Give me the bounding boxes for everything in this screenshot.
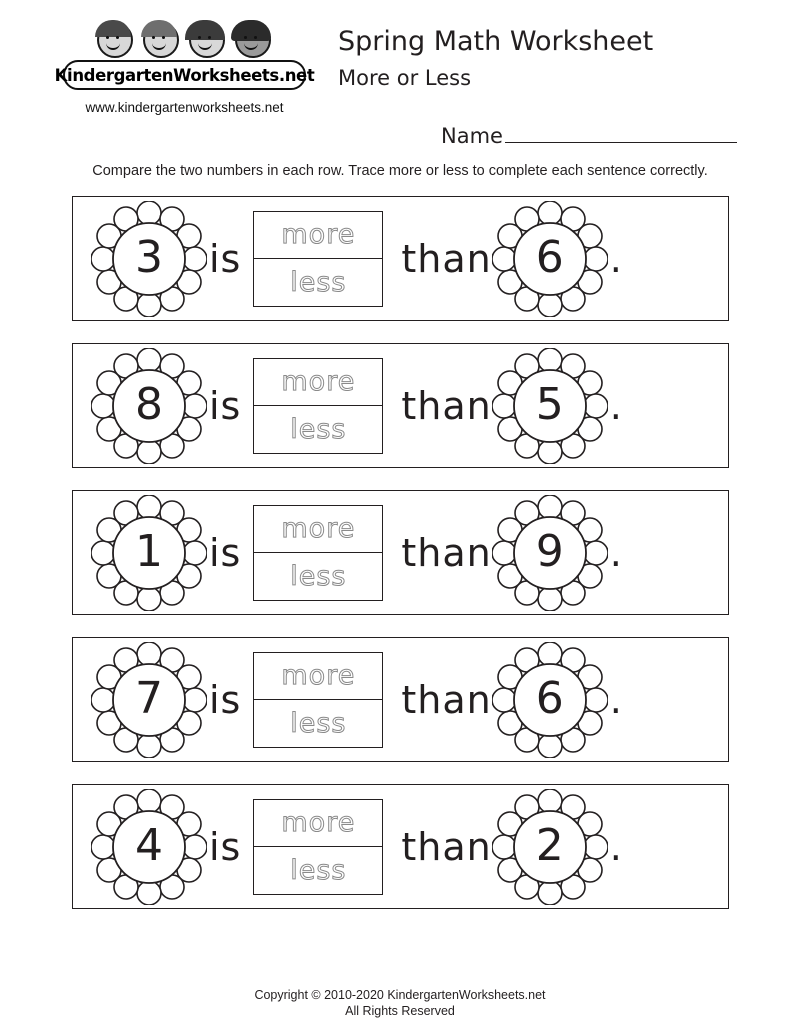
word-is: is [209,530,242,575]
word-period: . [609,677,622,722]
rights-text: All Rights Reserved [345,1004,455,1018]
trace-word-more: more [281,660,356,692]
trace-cell-more[interactable] [254,359,382,407]
trace-answer-box[interactable] [253,505,383,601]
page-header [0,0,800,150]
word-than: than [401,236,492,281]
flower-icon [91,348,207,464]
left-number: 3 [135,231,163,283]
right-number: 5 [535,378,564,430]
trace-word-more: more [281,219,356,251]
word-than: than [401,677,492,722]
trace-word-less: less [290,413,347,445]
trace-word-more: more [281,513,356,545]
word-is: is [209,383,242,428]
site-logo [52,20,317,115]
page-title: Spring Math Worksheet [338,26,654,57]
trace-word-less: less [290,266,347,298]
copyright-text: Copyright © 2010-2020 KindergartenWorksheets.net [254,988,546,1002]
worksheet-rows [72,196,729,931]
flower-icon [492,348,608,464]
name-field-row [441,124,737,148]
table-row [72,637,729,762]
table-row [72,490,729,615]
trace-cell-less[interactable] [254,847,382,894]
right-number: 6 [535,231,564,283]
table-row [72,343,729,468]
left-number: 7 [135,672,163,724]
word-period: . [609,530,622,575]
logo-brand-text: KindergartenWorksheets.net [54,65,315,85]
flower-icon [91,495,207,611]
trace-word-more: more [281,366,356,398]
trace-cell-more[interactable] [254,653,382,701]
flower-icon [492,789,608,905]
word-period: . [609,236,622,281]
trace-word-less: less [290,560,347,592]
page-subtitle: More or Less [338,66,472,90]
site-url-text: www.kindergartenworksheets.net [85,100,284,115]
left-number: 8 [135,378,163,430]
trace-answer-box[interactable] [253,799,383,895]
page-footer [0,987,800,1019]
trace-cell-less[interactable] [254,700,382,747]
word-is: is [209,236,242,281]
word-period: . [609,824,622,869]
logo-brand-bar [54,60,315,90]
word-is: is [209,677,242,722]
flower-icon [91,789,207,905]
table-row [72,196,729,321]
word-period: . [609,383,622,428]
trace-answer-box[interactable] [253,358,383,454]
name-input-line[interactable] [505,125,737,143]
trace-word-less: less [290,854,347,886]
word-than: than [401,530,492,575]
flower-icon [492,201,608,317]
instructions-text: Compare the two numbers in each row. Trace more or less to complete each sentence correctly. [92,163,708,179]
trace-cell-more[interactable] [254,212,382,260]
trace-cell-more[interactable] [254,800,382,848]
flower-icon [492,642,608,758]
trace-answer-box[interactable] [253,652,383,748]
right-number: 2 [535,819,564,871]
flower-icon [91,642,207,758]
table-row [72,784,729,909]
word-than: than [401,383,492,428]
trace-word-more: more [281,807,356,839]
title-block [338,26,653,92]
trace-cell-less[interactable] [254,406,382,453]
flower-icon [91,201,207,317]
word-is: is [209,824,242,869]
name-label: Name [441,124,503,148]
trace-word-less: less [290,707,347,739]
right-number: 9 [535,525,564,577]
trace-cell-less[interactable] [254,259,382,306]
left-number: 4 [135,819,163,871]
word-than: than [401,824,492,869]
trace-cell-less[interactable] [254,553,382,600]
trace-answer-box[interactable] [253,211,383,307]
left-number: 1 [135,525,163,577]
right-number: 6 [535,672,564,724]
flower-icon [492,495,608,611]
trace-cell-more[interactable] [254,506,382,554]
